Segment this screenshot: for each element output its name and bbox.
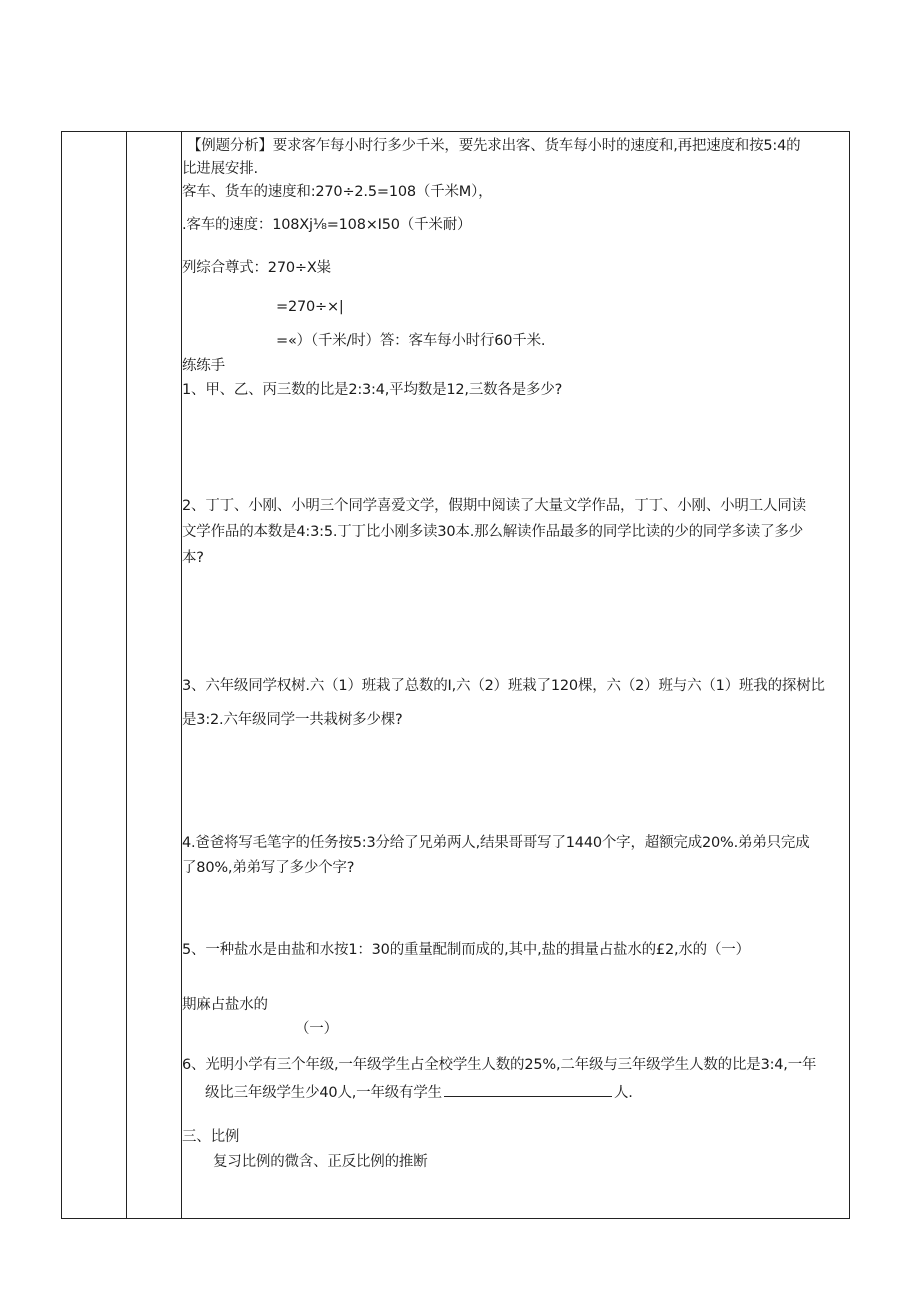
answer-blank — [444, 1082, 612, 1097]
question-2-line: 本? — [182, 550, 204, 566]
question-1: 1、甲、乙、丙三数的比是2:3:4,平均数是12,三数各是多少? — [182, 382, 563, 398]
question-3-line: 3、六年级同学权树.六（1）班栽了总数的I,六（2）班栽了120棵，六（2）班与六（1）班我的探树比 — [182, 678, 825, 694]
example-answer-line: =«）（千米/时）答：客车每小时行60千米. — [276, 333, 546, 349]
question-3-line: 是3:2.六年级同学一共栽树多少棵? — [182, 712, 403, 728]
question-6-text: 级比三年级学生少40人,一年级有学生 — [205, 1085, 442, 1101]
question-6-line: 6、光明小学有三个年级,一年级学生占全校学生人数的25%,二年级与三年级学生人数的比是3:4,一年 — [182, 1057, 817, 1073]
example-formula-line: =270÷×| — [276, 299, 344, 315]
example-calc-line: .客车的速度：108Xj⅛=108×I50（千米耐） — [182, 217, 472, 233]
question-5-line: （一） — [295, 1021, 338, 1037]
question-2-line: 2、丁丁、小刚、小明三个同学喜爱文学，假期中阅读了大量文学作品，丁丁、小刚、小明工人同读 — [182, 498, 806, 514]
practice-heading: 练练手 — [182, 358, 225, 374]
example-analysis-line: 【例题分析】要求客乍每小时行多少千米，要先求出客、货车每小时的速度和,再把速度和按5:4的 — [187, 138, 801, 154]
section-3-heading: 三、比例 — [182, 1129, 240, 1145]
question-4-line: 4.爸爸将写毛笔字的任务按5:3分给了兄弟两人,结果哥哥写了1440个字，超额完成20%.弟弟只完成 — [182, 835, 810, 851]
question-5-line: 期麻占盐水的 — [182, 997, 268, 1013]
section-3-subline: 复习比例的微含、正反比例的推断 — [213, 1154, 428, 1170]
question-2-line: 文学作品的本数是4:3:5.丁丁比小刚多读30本.那么解读作品最多的同学比读的少的同学多读了多少 — [182, 524, 804, 540]
example-formula-line: 列综合尊式：270÷X粜 — [182, 260, 331, 276]
example-analysis-line: 比进展安排. — [182, 161, 258, 177]
question-6-unit: 人. — [613, 1085, 633, 1101]
question-5-line: 5、一种盐水是由盐和水按1：30的重量配制而成的,其中,盐的揖量占盐水的£2,水的（一） — [182, 942, 750, 958]
example-calc-line: 客车、货车的速度和:270÷2.5=108（千米M）， — [182, 184, 493, 200]
question-4-line: 了80%,弟弟写了多少个字? — [182, 860, 355, 876]
question-6-line — [205, 1082, 633, 1102]
column-divider — [126, 132, 127, 1218]
